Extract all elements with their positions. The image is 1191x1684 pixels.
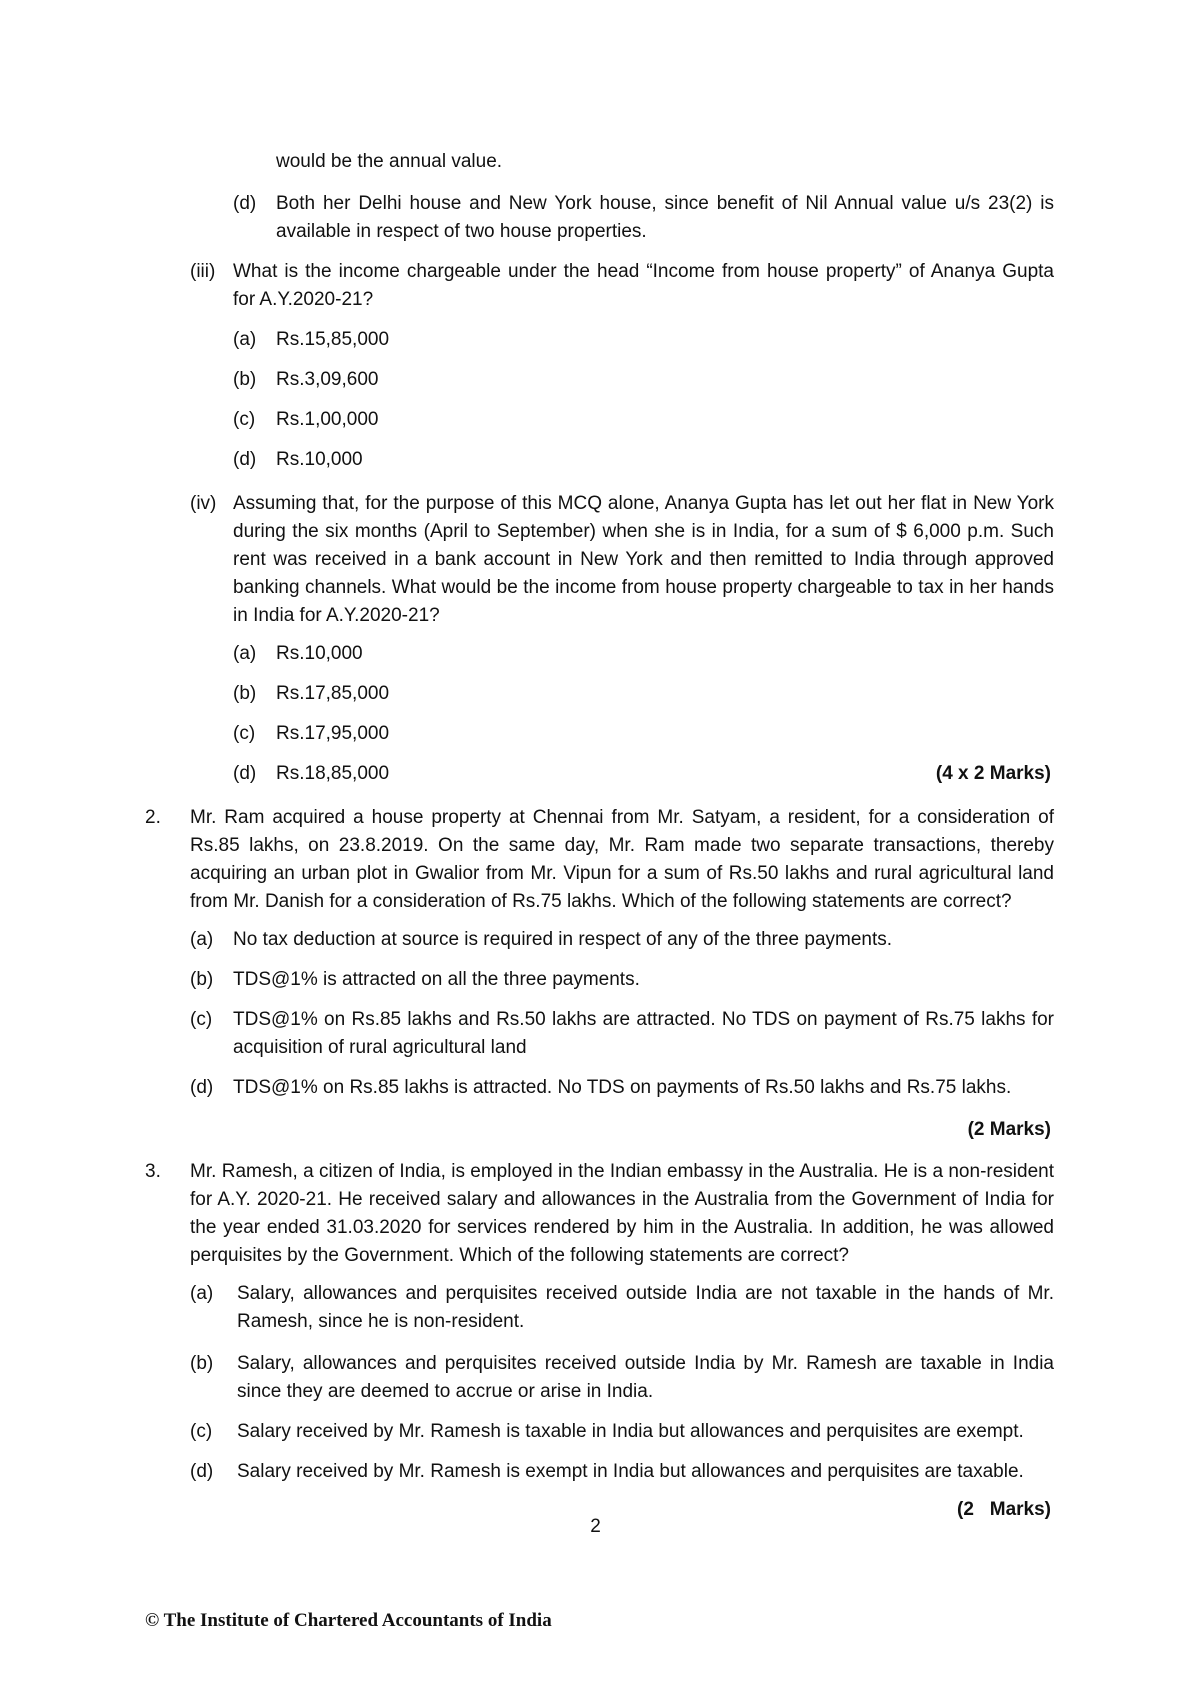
q1-iii-option-b-text: Rs.3,09,600 bbox=[276, 369, 379, 390]
q1-iv-option-c-label: (c) bbox=[233, 723, 256, 744]
q2-option-a-label: (a) bbox=[190, 929, 214, 950]
q1-iv-option-b-text: Rs.17,85,000 bbox=[276, 683, 390, 704]
q3-option-b-text: Salary, allowances and perquisites received outside India by Mr. Ramesh are taxable in India since they are deemed to accrue or arise in India. bbox=[237, 1353, 1054, 1402]
q2-option-b-label: (b) bbox=[190, 969, 214, 990]
q1-iv-option-d-text: Rs.18,85,000 bbox=[276, 763, 390, 784]
footer-copyright: © The Institute of Chartered Accountants of India bbox=[145, 1610, 552, 1631]
q1-iii-option-c-text: Rs.1,00,000 bbox=[276, 409, 379, 430]
q2-option-d-text: TDS@1% on Rs.85 lakhs is attracted. No TDS on payments of Rs.50 lakhs and Rs.75 lakhs. bbox=[233, 1077, 1012, 1098]
page-number: 2 bbox=[590, 1516, 601, 1537]
q1-iv-option-c-text: Rs.17,95,000 bbox=[276, 723, 390, 744]
q3-option-a-text: Salary, allowances and perquisites received outside India are not taxable in the hands of Mr. Ramesh, since he is non-resident. bbox=[237, 1283, 1054, 1332]
q1-iv-option-a-text: Rs.10,000 bbox=[276, 643, 363, 664]
q3-text: Mr. Ramesh, a citizen of India, is employed in the Indian embassy in the Australia. He is a non-resident for A.Y. 2020-21. He received salary and allowances in the Australia from the Government of India for the year ended 31.03.2020 for services rendered by him in the Australia. In addition, he was allowed perquisites by the Government. Which of the following statements are correct? bbox=[190, 1161, 1054, 1266]
q3-option-d-text: Salary received by Mr. Ramesh is exempt in India but allowances and perquisites are taxable. bbox=[237, 1461, 1024, 1482]
q1-iii-text: What is the income chargeable under the head “Income from house property” of Ananya Gupta for A.Y.2020-21? bbox=[233, 261, 1054, 310]
q1-iii-option-a-label: (a) bbox=[233, 329, 257, 350]
q3-number: 3. bbox=[145, 1161, 161, 1182]
q1-marks: (4 x 2 Marks) bbox=[935, 763, 1051, 784]
q1-iii-option-d-text: Rs.10,000 bbox=[276, 449, 363, 470]
q2-option-d-label: (d) bbox=[190, 1077, 214, 1098]
q1-iv-option-d-label: (d) bbox=[233, 763, 257, 784]
q3-option-b-label: (b) bbox=[190, 1353, 214, 1374]
q1-iii-label: (iii) bbox=[190, 261, 216, 282]
q2-marks: (2 Marks) bbox=[967, 1119, 1051, 1140]
q2-option-c-text: TDS@1% on Rs.85 lakhs and Rs.50 lakhs are attracted. No TDS on payment of Rs.75 lakhs for acquisition of rural agricultural land bbox=[233, 1009, 1054, 1058]
q1-iv-option-a-label: (a) bbox=[233, 643, 257, 664]
q3-option-d-label: (d) bbox=[190, 1461, 214, 1482]
q1-iii-option-c-label: (c) bbox=[233, 409, 256, 430]
q1-ii-option-d-text: Both her Delhi house and New York house, since benefit of Nil Annual value u/s 23(2) is available in respect of two house properties. bbox=[276, 193, 1054, 242]
q1-ii-option-d-label: (d) bbox=[233, 193, 257, 214]
q2-option-c-label: (c) bbox=[190, 1009, 213, 1030]
q2-option-b-text: TDS@1% is attracted on all the three payments. bbox=[233, 969, 640, 990]
q1-iii-option-b-label: (b) bbox=[233, 369, 257, 390]
q2-option-a-text: No tax deduction at source is required in respect of any of the three payments. bbox=[233, 929, 893, 950]
continuation-text: would be the annual value. bbox=[276, 151, 503, 172]
q3-option-c-label: (c) bbox=[190, 1421, 213, 1442]
q3-option-a-label: (a) bbox=[190, 1283, 214, 1304]
q1-iii-option-d-label: (d) bbox=[233, 449, 257, 470]
q2-text: Mr. Ram acquired a house property at Chennai from Mr. Satyam, a resident, for a consideration of Rs.85 lakhs, on 23.8.2019. On the same day, Mr. Ram made two separate transactions, thereby acquiring an urban plot in Gwalior from Mr. Vipun for a sum of Rs.50 lakhs and rural agricultural land from Mr. Danish for a consideration of Rs.75 lakhs. Which of the following statements are correct? bbox=[190, 807, 1054, 912]
q1-iii-option-a-text: Rs.15,85,000 bbox=[276, 329, 390, 350]
q1-iv-label: (iv) bbox=[190, 493, 217, 514]
q3-marks: (2 Marks) bbox=[957, 1499, 1051, 1520]
q1-iv-text: Assuming that, for the purpose of this MCQ alone, Ananya Gupta has let out her flat in New York during the six months (April to September) when she is in India, for a sum of $ 6,000 p.m. Such rent was received in a bank account in New York and then remitted to India through approved banking channels. What would be the income from house property chargeable to tax in her hands in India for A.Y.2020-21? bbox=[233, 493, 1054, 626]
q3-option-c-text: Salary received by Mr. Ramesh is taxable in India but allowances and perquisites are exempt. bbox=[237, 1421, 1024, 1442]
q1-iv-option-b-label: (b) bbox=[233, 683, 257, 704]
q2-number: 2. bbox=[145, 807, 161, 828]
